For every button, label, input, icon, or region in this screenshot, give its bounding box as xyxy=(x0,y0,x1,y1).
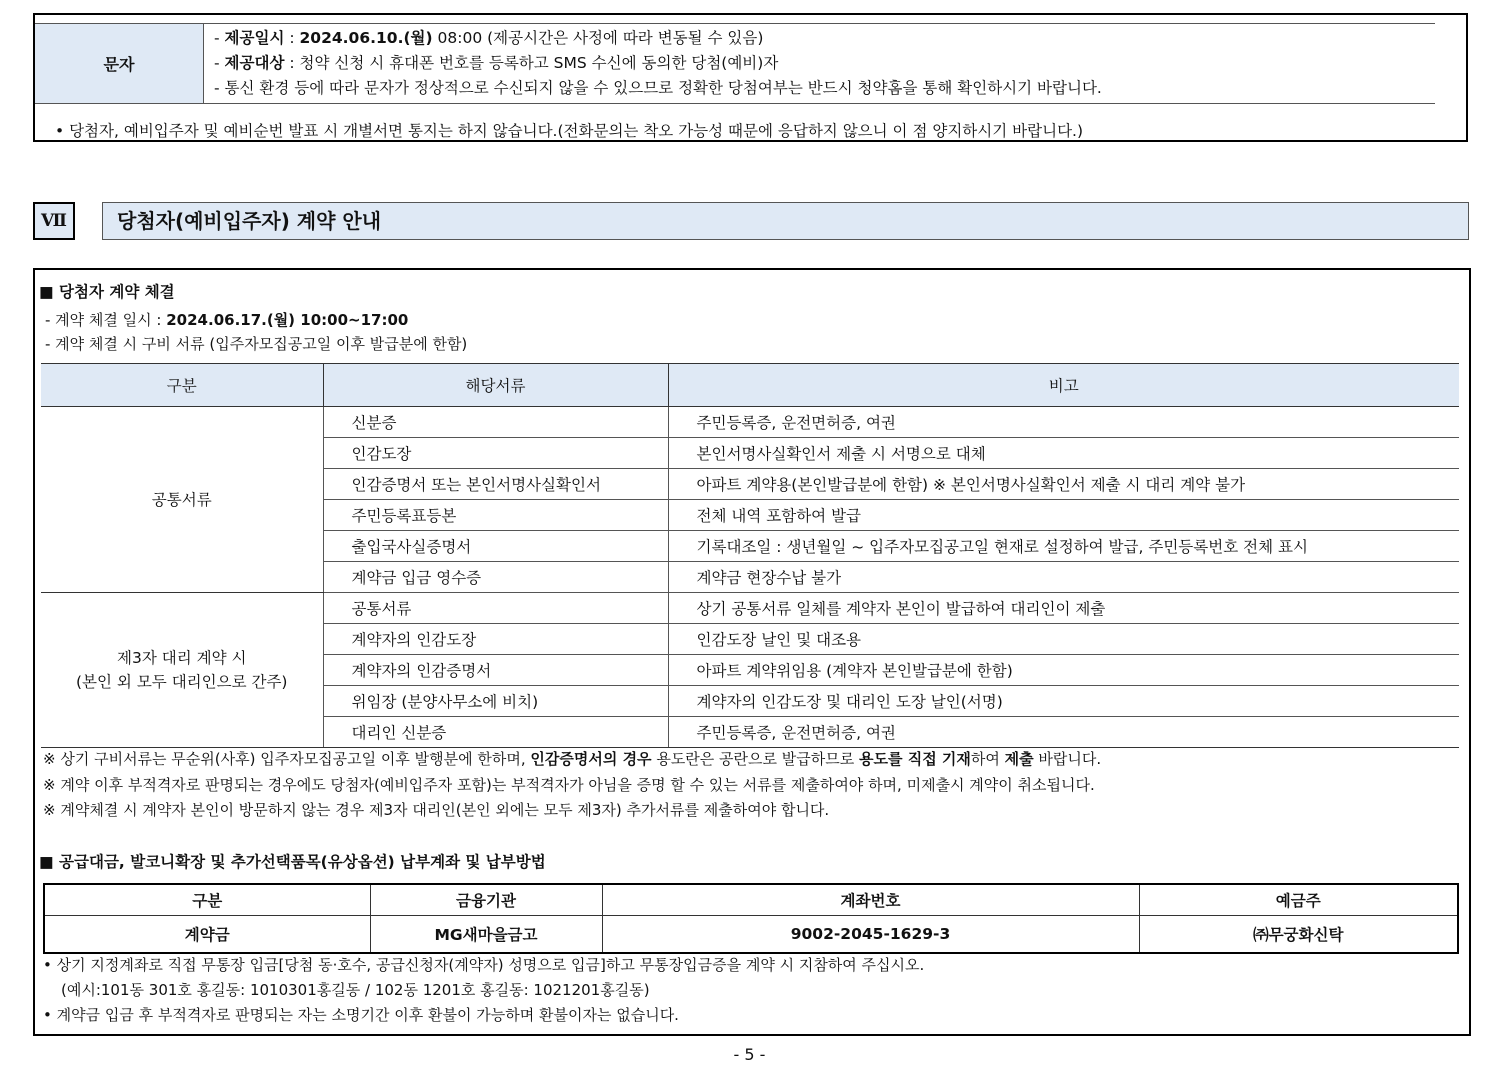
section-number: Ⅶ xyxy=(33,202,75,240)
note-text: ※ 상기 구비서류는 무순위(사후) 입주자모집공고일 이후 발행분에 한하며, xyxy=(43,750,531,768)
category-common xyxy=(41,407,323,593)
contract-note-1 xyxy=(43,748,1101,769)
header-account-holder: 예금주 xyxy=(1139,884,1458,916)
contract-date-value: 2024.06.17.(월) 10:00~17:00 xyxy=(166,311,409,329)
date-bold: 2024.06.10.(월) xyxy=(299,29,433,47)
remark-cell: 상기 공통서류 일체를 계약자 본인이 발급하여 대리인이 제출 xyxy=(668,593,1459,624)
remark-cell: 인감도장 날인 및 대조용 xyxy=(668,624,1459,655)
dash: - xyxy=(214,29,220,47)
payment-account-table xyxy=(43,883,1459,954)
document-cell: 주민등록표등본 xyxy=(323,500,668,531)
sms-notice-box xyxy=(33,13,1468,142)
header-category: 구분 xyxy=(41,364,323,407)
document-cell: 인감도장 xyxy=(323,438,668,469)
payment-type: 계약금 xyxy=(44,916,370,954)
header-remark: 비고 xyxy=(668,364,1459,407)
line-text: 청약 신청 시 휴대폰 번호를 등록하고 SMS 수신에 동의한 당첨(예비)자 xyxy=(299,54,779,72)
document-cell: 대리인 신분증 xyxy=(323,717,668,748)
remark-cell: 주민등록증, 운전면허증, 여권 xyxy=(668,407,1459,438)
contract-box xyxy=(33,268,1471,1036)
document-cell: 신분증 xyxy=(323,407,668,438)
document-cell: 계약자의 인감증명서 xyxy=(323,655,668,686)
remark-cell: 주민등록증, 운전면허증, 여권 xyxy=(668,717,1459,748)
remark-cell: 본인서명사실확인서 제출 시 서명으로 대체 xyxy=(668,438,1459,469)
sms-line-3 xyxy=(214,76,1435,101)
header-document: 해당서류 xyxy=(323,364,668,407)
header-category: 구분 xyxy=(44,884,370,916)
note-text: 바랍니다. xyxy=(1033,750,1102,768)
dash: - xyxy=(214,54,220,72)
document-cell: 출입국사실증명서 xyxy=(323,531,668,562)
separator: : xyxy=(284,29,300,47)
remark-cell: 계약금 현장수납 불가 xyxy=(668,562,1459,593)
contract-date-label: - 계약 체결 일시 : xyxy=(45,311,167,329)
category-label: 제3자 대리 계약 시 xyxy=(117,649,247,667)
payment-note-example: (예시:101동 301호 홍길동: 1010301홍길동 / 102동 1201호 홍길동: 1021201홍길동) xyxy=(61,981,650,999)
label-bold: 제공일시 xyxy=(224,29,285,47)
docs-intro: - 계약 체결 시 구비 서류 (입주자모집공고일 이후 발급분에 한함) xyxy=(45,335,468,353)
category-label: 공통서류 xyxy=(151,490,212,509)
dash: - xyxy=(214,79,220,97)
separator: : xyxy=(284,54,300,72)
note-text: 용도란은 공란으로 발급하므로 xyxy=(651,750,860,768)
contract-heading: ■ 당첨자 계약 체결 xyxy=(39,283,175,301)
category-proxy xyxy=(41,593,323,748)
payment-note-1: • 상기 지정계좌로 직접 무통장 입금[당첨 동·호수, 공급신청자(계약자) 성명으로 입금]하고 무통장입금증을 계약 시 지참하여 주십시오. xyxy=(43,956,925,974)
document-cell: 계약금 입금 영수증 xyxy=(323,562,668,593)
document-cell: 공통서류 xyxy=(323,593,668,624)
table-row xyxy=(41,593,1459,624)
contract-note-2: ※ 계약 이후 부적격자로 판명되는 경우에도 당첨자(예비입주자 포함)는 부적격자가 아님을 증명 할 수 있는 서류를 제출하여야 하며, 미제출시 계약이 취소됩니다. xyxy=(43,776,1095,794)
contract-date-line xyxy=(45,309,408,330)
header-bank: 금융기관 xyxy=(370,884,602,916)
sms-notice-table xyxy=(35,23,1435,104)
sms-content xyxy=(204,24,1436,104)
account-holder: ㈜무궁화신탁 xyxy=(1139,916,1458,954)
table-header-row xyxy=(41,364,1459,407)
remark-cell: 계약자의 인감도장 및 대리인 도장 날인(서명) xyxy=(668,686,1459,717)
required-documents-table xyxy=(41,363,1459,748)
note-emphasis: 인감증명서의 경우 xyxy=(530,750,652,768)
category-sublabel: (본인 외 모두 대리인으로 간주) xyxy=(76,673,288,691)
document-cell: 인감증명서 또는 본인서명사실확인서 xyxy=(323,469,668,500)
sms-line-1 xyxy=(214,26,1435,51)
account-number: 9002-2045-1629-3 xyxy=(602,916,1139,954)
contract-note-3: ※ 계약체결 시 계약자 본인이 방문하지 않는 경우 제3자 대리인(본인 외에는 모두 제3자) 추가서류를 제출하여야 합니다. xyxy=(43,801,830,819)
section-title: 당첨자(예비입주자) 계약 안내 xyxy=(102,202,1469,240)
line-text: 08:00 (제공시간은 사정에 따라 변동될 수 있음) xyxy=(432,29,764,47)
note-emphasis: 제출 xyxy=(1004,750,1034,768)
header-account-number: 계좌번호 xyxy=(602,884,1139,916)
remark-cell: 아파트 계약위임용 (계약자 본인발급분에 한함) xyxy=(668,655,1459,686)
payment-note-2: • 계약금 입금 후 부적격자로 판명되는 자는 소명기간 이후 환불이 가능하며 환불이자는 없습니다. xyxy=(43,1006,679,1024)
note-emphasis: 용도를 직접 기재 xyxy=(859,750,971,768)
table-row xyxy=(41,407,1459,438)
page-number: - 5 - xyxy=(733,1045,766,1064)
line-text: 통신 환경 등에 따라 문자가 정상적으로 수신되지 않을 수 있으므로 정확한 당첨여부는 반드시 청약홈을 통해 확인하시기 바랍니다. xyxy=(224,79,1102,97)
document-cell: 위임장 (분양사무소에 비치) xyxy=(323,686,668,717)
label-bold: 제공대상 xyxy=(224,54,285,72)
document-cell: 계약자의 인감도장 xyxy=(323,624,668,655)
bank-name: MG새마을금고 xyxy=(370,916,602,954)
remark-cell: 아파트 계약용(본인발급분에 한함) ※ 본인서명사실확인서 제출 시 대리 계약 불가 xyxy=(668,469,1459,500)
sms-label: 문자 xyxy=(35,24,204,104)
table-header-row xyxy=(44,884,1458,916)
payment-heading: ■ 공급대금, 발코니확장 및 추가선택품목(유상옵션) 납부계좌 및 납부방법 xyxy=(39,853,546,871)
note-text: 하여 xyxy=(970,750,1005,768)
remark-cell: 기록대조일 : 생년월일 ~ 입주자모집공고일 현재로 설정하여 발급, 주민등록번호 전체 표시 xyxy=(668,531,1459,562)
table-row xyxy=(44,916,1458,954)
sms-line-2 xyxy=(214,51,1435,76)
notification-note: • 당첨자, 예비입주자 및 예비순번 발표 시 개별서면 통지는 하지 않습니다.(전화문의는 착오 가능성 때문에 응답하지 않으니 이 점 양지하시기 바랍니다.) xyxy=(55,122,1084,140)
remark-cell: 전체 내역 포함하여 발급 xyxy=(668,500,1459,531)
